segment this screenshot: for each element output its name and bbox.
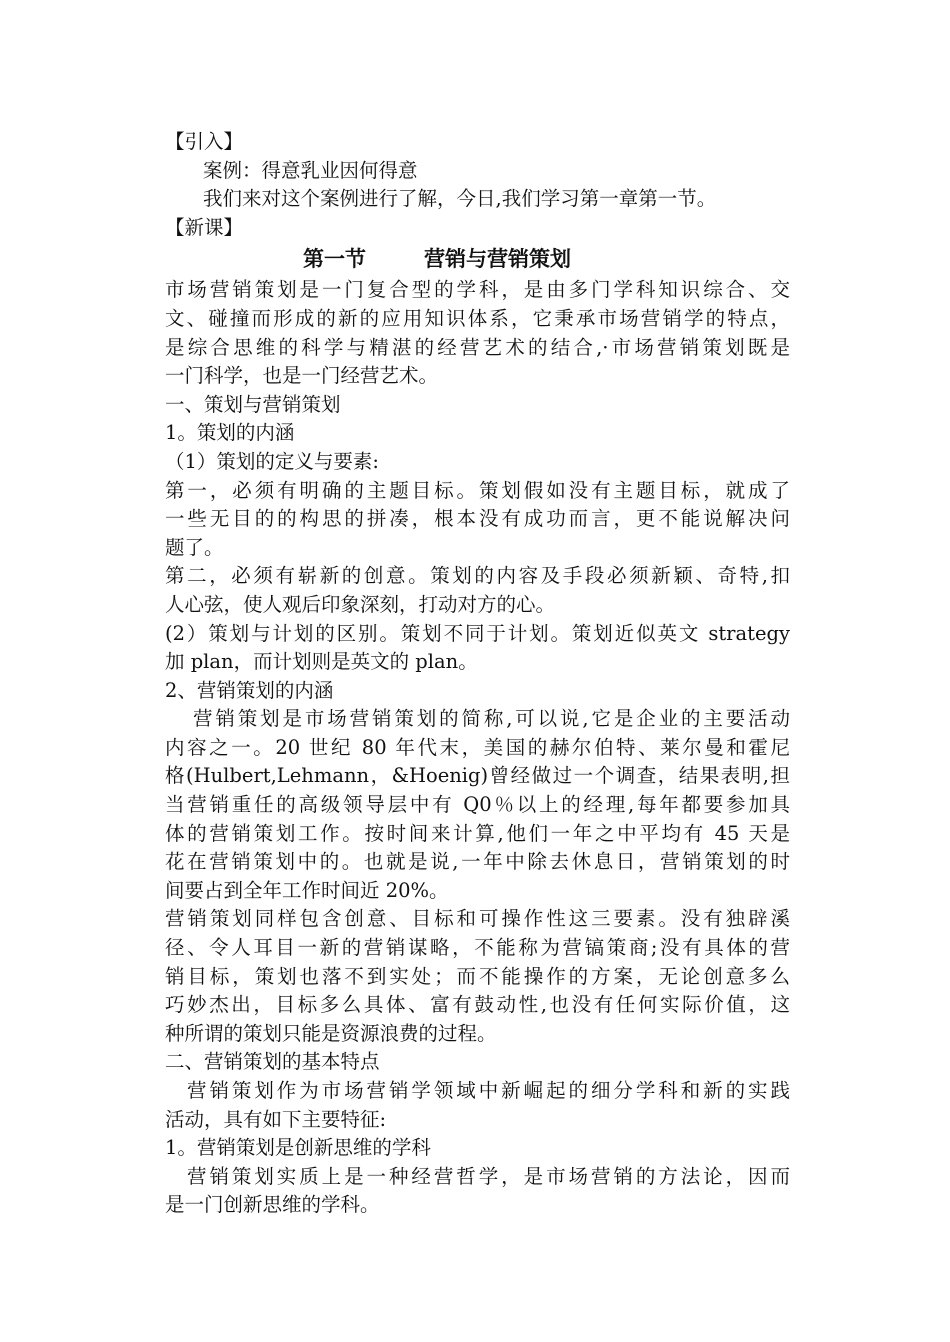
paragraph-line: 内容之一。20 世纪 80 年代末，美国的赫尔伯特、莱尔曼和霍尼 [165, 735, 790, 759]
heading-1-2: 2、营销策划的内涵 [165, 678, 334, 702]
paragraph-line: 营销策划实质上是一种经营哲学，是市场营销的方法论，因而 [187, 1164, 790, 1188]
paragraph-line: 第二，必须有崭新的创意。策划的内容及手段必须新颖、奇特,扣 [165, 564, 790, 588]
paragraph-line: (2）策划与计划的区别。策划不同于计划。策划近似英文 strategy [165, 621, 790, 645]
new-lesson-heading: 【新课】 [165, 215, 244, 239]
paragraph-line: 格(Hulbert,Lehmann，&Hoenig)曾经做过一个调查，结果表明,担 [165, 764, 790, 788]
paragraph-line: 巧妙杰出，目标多么具体、富有鼓动性,也没有任何实际价值，这 [165, 993, 790, 1017]
paragraph-line: 营销策划是市场营销策划的简称,可以说,它是企业的主要活动 [193, 707, 790, 731]
paragraph-line: 加 plan，而计划则是英文的 plan。 [165, 650, 478, 674]
paragraph-line: 营销策划作为市场营销学领域中新崛起的细分学科和新的实践 [187, 1079, 790, 1102]
paragraph-line: 人心弦，使人观后印象深刻，打动对方的心。 [165, 592, 556, 616]
heading-1: 一、策划与营销策划 [165, 392, 341, 416]
paragraph-line: 题了。 [165, 535, 224, 559]
paragraph-line: 市场营销策划是一门复合型的学科，是由多门学科知识综合、交 [165, 278, 790, 302]
paragraph-line: 种所谓的策划只能是资源浪费的过程。 [165, 1021, 497, 1045]
heading-2: 二、营销策划的基本特点 [165, 1050, 380, 1074]
paragraph-line: 营销策划同样包含创意、目标和可操作性这三要素。没有独辟溪 [165, 907, 790, 931]
paragraph-line: 体的营销策划工作。按时间来计算,他们一年之中平均有 45 天是 [165, 821, 790, 845]
paragraph-line: 是一门创新思维的学科。 [165, 1193, 380, 1217]
paragraph-line: 第一，必须有明确的主题目标。策划假如没有主题目标，就成了 [165, 478, 790, 502]
heading-1-1: 1。策划的内涵 [165, 421, 295, 445]
paragraph-line: 销目标，策划也落不到实处；而不能操作的方案，无论创意多么 [165, 964, 790, 988]
section-title-text: 营销与营销策划 [424, 246, 571, 272]
paragraph-line: 花在营销策划中的。也就是说,一年中除去休息日，营销策划的时 [165, 850, 790, 874]
paragraph-line: 当营销重任的高级领导层中有 Q0％以上的经理,每年都要参加具 [165, 793, 790, 817]
paragraph-line: 间要占到全年工作时间近 20%。 [165, 878, 449, 902]
paragraph-line: 活动，具有如下主要特征: [165, 1107, 387, 1131]
document-page [165, 128, 790, 1220]
heading-2-1: 1。营销策划是创新思维的学科 [165, 1136, 431, 1160]
paragraph-line: 是综合思维的科学与精湛的经营艺术的结合,·市场营销策划既是 [165, 335, 790, 359]
paragraph-line: 一门科学，也是一门经营艺术。 [165, 364, 439, 388]
section-number: 第一节 [303, 246, 366, 272]
intro-heading: 【引入】 [165, 130, 244, 153]
paragraph-line: 径、令人耳目一新的营销谋略，不能称为营镐策商;没有具体的营 [165, 936, 790, 960]
heading-1-1-1: （1）策划的定义与要素: [165, 449, 379, 473]
paragraph-line: 文、碰撞而形成的新的应用知识体系，它秉承市场营销学的特点， [165, 306, 790, 330]
section-title [165, 242, 790, 276]
case-line: 案例：得意乳业因何得意 [203, 158, 418, 182]
lead-line: 我们来对这个案例进行了解，今日,我们学习第一章第一节。 [203, 187, 717, 211]
paragraph-line: 一些无目的的构思的拼凑，根本没有成功而言，更不能说解决问 [165, 507, 790, 531]
